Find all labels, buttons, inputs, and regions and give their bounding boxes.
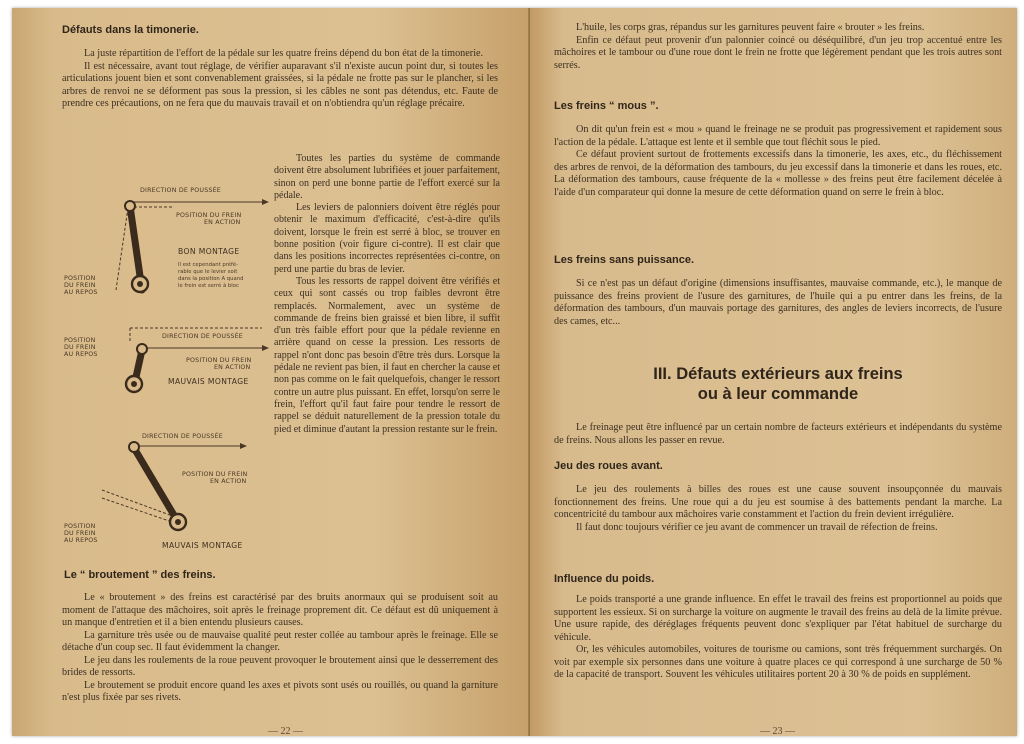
right-page (530, 8, 1017, 736)
rest-label: DU FREIN (64, 282, 96, 289)
section-intro (554, 422, 1002, 447)
brake-on-label: POSITION DU FREIN (176, 212, 242, 219)
section-number: III. (653, 365, 672, 383)
section-title-line1: Défauts extérieurs aux freins (676, 365, 903, 383)
bad-mounting-title: MAUVAIS MONTAGE (168, 377, 249, 386)
sans-puissance-text (554, 278, 1002, 328)
paragraph: Le « broutement » des freins est caractérisé par des bruits anormaux qui se produisent soit au moment de l'attaque des mâchoires, soit après le freinage proprement dit. Ce défaut est dû uniquement à un manque d'entretien et il a bien entendu plusieurs causes. (62, 592, 498, 629)
heading-freins-mous: Les freins “ mous ”. (554, 100, 659, 112)
paragraph: Le freinage peut être influencé par un certain nombre de facteurs extérieurs et indépendants du système de freins. Nous allons les passer en revue. (554, 422, 1002, 446)
jeu-roues-text (554, 484, 1002, 534)
timonerie-column (274, 153, 500, 436)
bad-mounting-title: MAUVAIS MONTAGE (162, 541, 243, 550)
brake-on-label-2: EN ACTION (204, 219, 241, 226)
rest-label: DU FREIN (64, 530, 96, 537)
heading-jeu-roues: Jeu des roues avant. (554, 460, 663, 472)
brake-on-label-2: EN ACTION (210, 478, 247, 485)
fig-note-line: dans la position A quand (178, 276, 244, 282)
section-title-line2: ou à leur commande (697, 385, 859, 403)
paragraph: Si ce n'est pas un défaut d'origine (dimensions insuffisantes, mauvaise commande, etc.), le manque de puissance des freins provient de l'usure des garnitures, de l'huile qui a pu entrer dans les freins, de la déformation des tambours, d'un mauvais portage des garnitures, des angles de leviers incorrects, de l'usure des cames, etc... (554, 278, 1002, 327)
freins-mous-text (554, 124, 1002, 199)
fig-note-line: rable que le levier soit (178, 269, 238, 275)
booklet-spread (12, 8, 1017, 736)
paragraph: Le jeu dans les roulements de la roue peuvent provoquer le broutement ainsi que le desserrement des brides de ressorts. (62, 654, 498, 679)
paragraph: Ce défaut provient surtout de frottements excessifs dans la timonerie, les axes, etc., du fléchissement des arbres de renvoi, de la déformation des tambours, du jeu excessif dans la timonerie et dans les roues, etc. La déformation des tambours, cause fréquente de la « mollesse » des freins peut être facilement décelée à l'aide d'un comparateur qui donne la mesure de cette déformation quand on serre le frein à bloc. (554, 149, 1002, 198)
fig-note-line: Il est cependant préfé- (178, 262, 239, 268)
paragraph: Il faut donc toujours vérifier ce jeu avant de commencer un travail de réfection de freins. (576, 521, 938, 533)
brake-on-label: POSITION DU FREIN (186, 357, 252, 364)
heading-sans-puissance: Les freins sans puissance. (554, 254, 695, 266)
left-page (12, 8, 530, 736)
figure-bad-mounting-1 (62, 320, 272, 412)
paragraph: La garniture très usée ou de mauvaise qualité peut rester collée au tambour après le freinage. Elle se détache d'un coup sec. Il faut évidemment la changer. (62, 629, 498, 654)
rest-label: DU FREIN (64, 344, 96, 351)
broutement-text (62, 592, 498, 705)
push-direction-label: DIRECTION DE POUSSÉE (142, 433, 223, 440)
rest-label: POSITION (64, 337, 96, 344)
rest-label: POSITION (64, 275, 96, 282)
heading-broutement: Le “ broutement ” des freins. (64, 569, 216, 581)
timonerie-intro (62, 48, 498, 111)
rest-label: AU REPOS (64, 537, 98, 544)
rest-label: AU REPOS (64, 351, 98, 358)
paragraph: Le broutement se produit encore quand les axes et pivots sont usés ou rouillés, ou quand la garniture n'est plus fixée par ses rivets. (62, 679, 498, 704)
section-title (554, 364, 1002, 404)
good-mounting-title: BON MONTAGE (178, 247, 240, 256)
broutement-continued (554, 22, 1002, 72)
paragraph: Or, les véhicules automobiles, voitures de tourisme ou camions, sont très fréquemment surchargés. On voit par exemple six personnes dans une voiture à quatre places ce qui correspond à une surcharge de 50 % de la capacité de transport. Souvent les véhicules utilitaires portent 20 à 30 % de poids en supplément. (554, 644, 1002, 681)
rest-label: AU REPOS (64, 289, 98, 296)
paragraph: Il est nécessaire, avant tout réglage, de vérifier auparavant s'il n'existe aucun point dur, si toutes les articulations jouent bien et sont convenablement graissées, si la pédale ne frotte pas sur le plancher, si les arbres de renvoi ne se déforment pas sous la pression, si les câbles ne sont pas détendus, etc. Faute de prendre ces précautions, on ne fera que du mauvais travail et on n'obtiendra qu'un réglage précaire. (62, 60, 498, 110)
heading-timonerie: Défauts dans la timonerie. (62, 24, 199, 36)
influence-poids-text (554, 594, 1002, 682)
paragraph: La juste répartition de l'effort de la pédale sur les quatre freins dépend du bon état de la timonerie. (84, 48, 484, 59)
paragraph: Le poids transporté a une grande influence. En effet le travail des freins est proportionnel au poids que supportent les essieux. Si on surcharge la voiture on augmente le travail des freins au delà de la limite prévue. Une usure rapide, des déréglages fréquents peuvent donc s'expliquer par l'état habituel de surcharge du véhicule. (554, 594, 1002, 643)
paragraph: On dit qu'un frein est « mou » quand le freinage ne se produit pas progressivement et rapidement sous l'action de la pédale. L'attaque est lente et il semble que tout fléchit sous le pied. (554, 124, 1002, 148)
brake-on-label: POSITION DU FREIN (182, 471, 248, 478)
paragraph: Toutes les parties du système de commande doivent être absolument lubrifiées et jouer parfaitement, sinon on perd une bonne partie de l'effort exercé sur la pédale. (274, 153, 500, 201)
page-number-right: — 23 — (760, 726, 795, 736)
paragraph: Enfin ce défaut peut provenir d'un palonnier coincé ou déséquilibré, d'un jeu trop accentué entre les mâchoires et le tambour ou d'une roue dont le frein ne frotte que légèrement pendant que les trois autres sont serrés. (554, 34, 1002, 71)
rest-label: POSITION (64, 523, 96, 530)
paragraph: L'huile, les corps gras, répandus sur les garnitures peuvent faire « brouter » les freins. (576, 22, 925, 33)
brake-on-label-2: EN ACTION (214, 364, 251, 371)
figure-bad-mounting-2 (62, 426, 272, 552)
fig-note-line: le frein est serré à bloc (178, 283, 239, 289)
paragraph: Les leviers de palonniers doivent être réglés pour obtenir le maximum d'efficacité, c'est-à-dire qu'ils doivent, lorsque le frein est serré à bloc, se trouver en bonne position (voir figure ci-contre). Il est clair que dans les positions incorrectes représentées ci-contre, on perd une partie du bras de levier. (274, 202, 500, 275)
push-direction-label: DIRECTION DE POUSSÉE (140, 187, 221, 194)
push-direction-label: DIRECTION DE POUSSÉE (162, 333, 243, 340)
paragraph: Le jeu des roulements à billes des roues est une cause souvent insoupçonnée du mauvais fonctionnement des freins. Une roue qui a du jeu est soumise à des battements pendant la marche. La concentricité du tambour aux mâchoires varie constamment et l'action du frein devient irrégulière. (554, 484, 1002, 521)
paragraph: Tous les ressorts de rappel doivent être vérifiés et ceux qui sont cassés ou trop faibles devront être remplacés. Normalement, avec un système de commande de freins bien graissé et bien libre, il suffit d'un très faible effort pour que la pédale revienne en arrière quand on cesse la pression. Les ressorts de rappel n'ont donc pas besoin d'être très durs. Lorsque la pédale ne revient pas bien, il faut en chercher la cause et non pas comme on le fait quelquefois, changer le ressort contre un autre plus puissant. En effet, lorsqu'on serre le frein, l'effort qu'il faut faire pour tendre le ressort de rappel se déduit naturellement de la pression totale du pied et diminue d'autant la pression restante sur le frein. (274, 275, 500, 435)
heading-influence-poids: Influence du poids. (554, 573, 655, 585)
figure-good-mounting (62, 180, 272, 298)
page-number-left: — 22 — (268, 726, 303, 736)
